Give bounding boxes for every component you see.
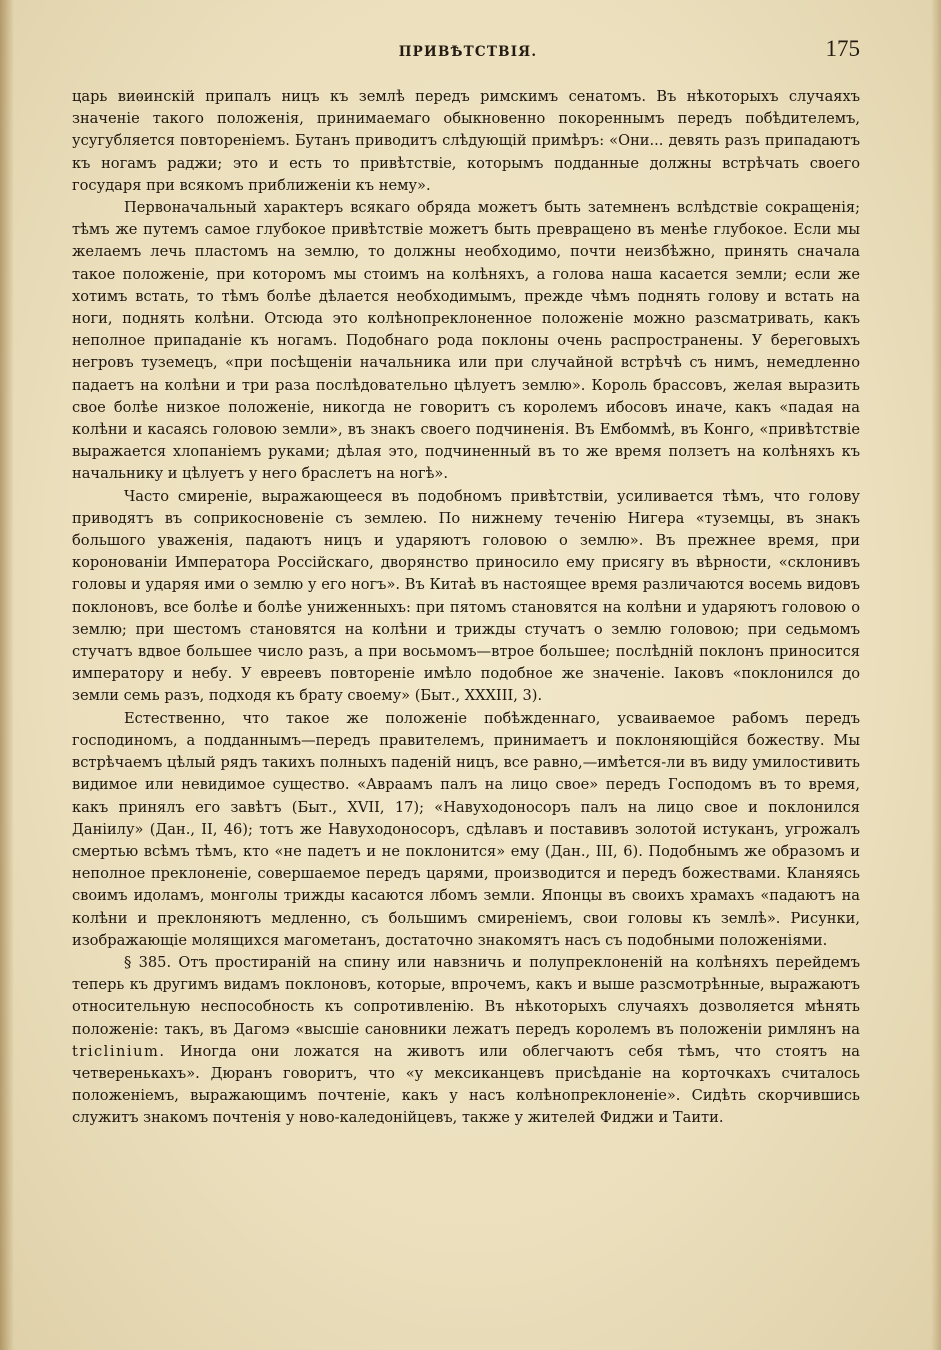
running-head: ПРИВѢТСТВІЯ. <box>398 44 538 60</box>
paragraph-4: Естественно, что такое же положеніе побѣжденнаго, усваиваемое рабомъ передъ господиномъ, а подданнымъ—передъ правителемъ, принимаетъ и поклоняющійся божеству. Мы встрѣчаемъ цѣлый рядъ такихъ полныхъ паденій ницъ, все равно,—имѣется-ли въ виду умилостивить видимое или невидимое существо. «Авраамъ палъ на лицо свое» передъ Господомъ въ то время, какъ принялъ его завѣтъ (Быт., XVII, 17); «Навуходоносоръ палъ на лицо свое и поклонился Даніилу» (Дан., II, 46); тотъ же Навуходоносоръ, сдѣлавъ и поставивъ золотой истуканъ, угрожалъ смертью всѣмъ тѣмъ, кто «не падетъ и не поклонится» ему (Дан., III, 6). Подобнымъ же образомъ и неполное преклоненіе, совершаемое передъ царями, производится и передъ божествами. Кланяясь своимъ идоламъ, монголы трижды касаются лбомъ земли. Японцы въ своихъ храмахъ «падаютъ на колѣни и преклоняютъ медленно, съ большимъ смиреніемъ, свои головы къ землѣ». Рисунки, изображающіе молящихся магометанъ, достаточно знакомятъ насъ съ подобными положеніями. <box>72 709 860 949</box>
page-header <box>76 36 860 72</box>
page-edge-shadow-left <box>0 0 14 1350</box>
paragraph-3: Часто смиреніе, выражающееся въ подобномъ привѣтствіи, усиливается тѣмъ, что голову приводятъ въ соприкосновеніе съ землею. По нижнему теченію Нигера «туземцы, въ знакъ большого уваженія, падаютъ ницъ и ударяютъ головою о землю». Въ прежнее время, при коронованіи Императора Россійскаго, дворянство приносило ему присягу въ вѣрности, «склонивъ головы и ударяя ими о землю у его ногъ». Въ Китаѣ въ настоящее время различаются восемь видовъ поклоновъ, все болѣе и болѣе униженныхъ: при пятомъ становятся на колѣни и ударяютъ головою о землю; при шестомъ становятся на колѣни и трижды стучатъ о землю головою; при седьмомъ стучатъ вдвое большее число разъ, а при восьмомъ—втрое большее; послѣдній поклонъ приносится императору и небу. У евреевъ повтореніе имѣло подобное же значеніе. Іаковъ «поклонился до земли семь разъ, подходя къ брату своему» (Быт., XXXIII, 3). <box>72 487 860 705</box>
paragraph-5-part-1: § 385. Отъ простираній на спину или навзничь и полупреклоненій на колѣняхъ перейдемъ теперь къ другимъ видамъ поклоновъ, которые, впрочемъ, какъ и выше разсмотрѣнные, выражаютъ относительную неспособность къ сопротивленію. Въ нѣкоторыхъ случаяхъ дозволяется мѣнять положеніе: такъ, въ Дагомэ «высшіе сановники лежатъ передъ королемъ въ положеніи римлянъ на <box>72 953 860 1038</box>
page-edge-shadow-right <box>931 0 941 1350</box>
paragraph-5-part-2: Иногда они ложатся на животъ или облегчаютъ себя тѣмъ, что стоятъ на четверенькахъ». Дюранъ говоритъ, что «у мексиканцевъ присѣданіе на корточкахъ считалось положеніемъ, выражающимъ почтеніе, какъ у насъ колѣнопреклоненіе». Сидѣть скорчившись служитъ знакомъ почтенія у ново-каледонійцевъ, также у жителей Фиджи и Таити. <box>72 1042 861 1127</box>
paragraph-2: Первоначальный характеръ всякаго обряда можетъ быть затемненъ вслѣдствіе сокращенія; тѣмъ же путемъ самое глубокое привѣтствіе можетъ быть превращено въ менѣе глубокое. Если мы желаемъ лечь пластомъ на землю, то должны необходимо, почти неизбѣжно, принять сначала такое положеніе, при которомъ мы стоимъ на колѣняхъ, а голова наша касается земли; если же хотимъ встать, то тѣмъ болѣе дѣлается необходимымъ, прежде чѣмъ поднять голову и встать на ноги, поднять колѣни. Отсюда это колѣнопреклоненное положеніе можно разсматривать, какъ неполное припаданіе къ ногамъ. Подобнаго рода поклоны очень распространены. У береговыхъ негровъ туземецъ, «при посѣщеніи начальника или при случайной встрѣчѣ съ нимъ, немедленно падаетъ на колѣни и три раза послѣдовательно цѣлуетъ землю». Король брассовъ, желая выразить свое болѣе низкое положеніе, никогда не говоритъ съ королемъ ибосовъ иначе, какъ «падая на колѣни и касаясь головою земли», въ знакъ своего подчиненія. Въ Ембоммѣ, въ Конго, «привѣтствіе выражается хлопаніемъ руками; дѣлая это, подчиненный въ то же время ползетъ на колѣняхъ къ начальнику и цѣлуетъ у него браслетъ на ногѣ». <box>72 199 860 483</box>
page-number: 175 <box>825 36 860 61</box>
spaced-term-triclinium: triclinium. <box>72 1042 166 1060</box>
body-text <box>72 86 860 1130</box>
paragraph-1: царь виѳинскій припалъ ницъ къ землѣ передъ римскимъ сенатомъ. Въ нѣкоторыхъ случаяхъ значеніе такого положенія, принимаемаго обыкновенно покореннымъ передъ побѣдителемъ, усугубляется повтореніемъ. Бутанъ приводитъ слѣдующій примѣръ: «Они... девять разъ припадаютъ къ ногамъ раджи; это и есть то привѣтствіе, которымъ подданные должны встрѣчать своего государя при всякомъ приближеніи къ нему». <box>72 88 860 194</box>
paragraph-5-section-385 <box>72 952 860 1130</box>
